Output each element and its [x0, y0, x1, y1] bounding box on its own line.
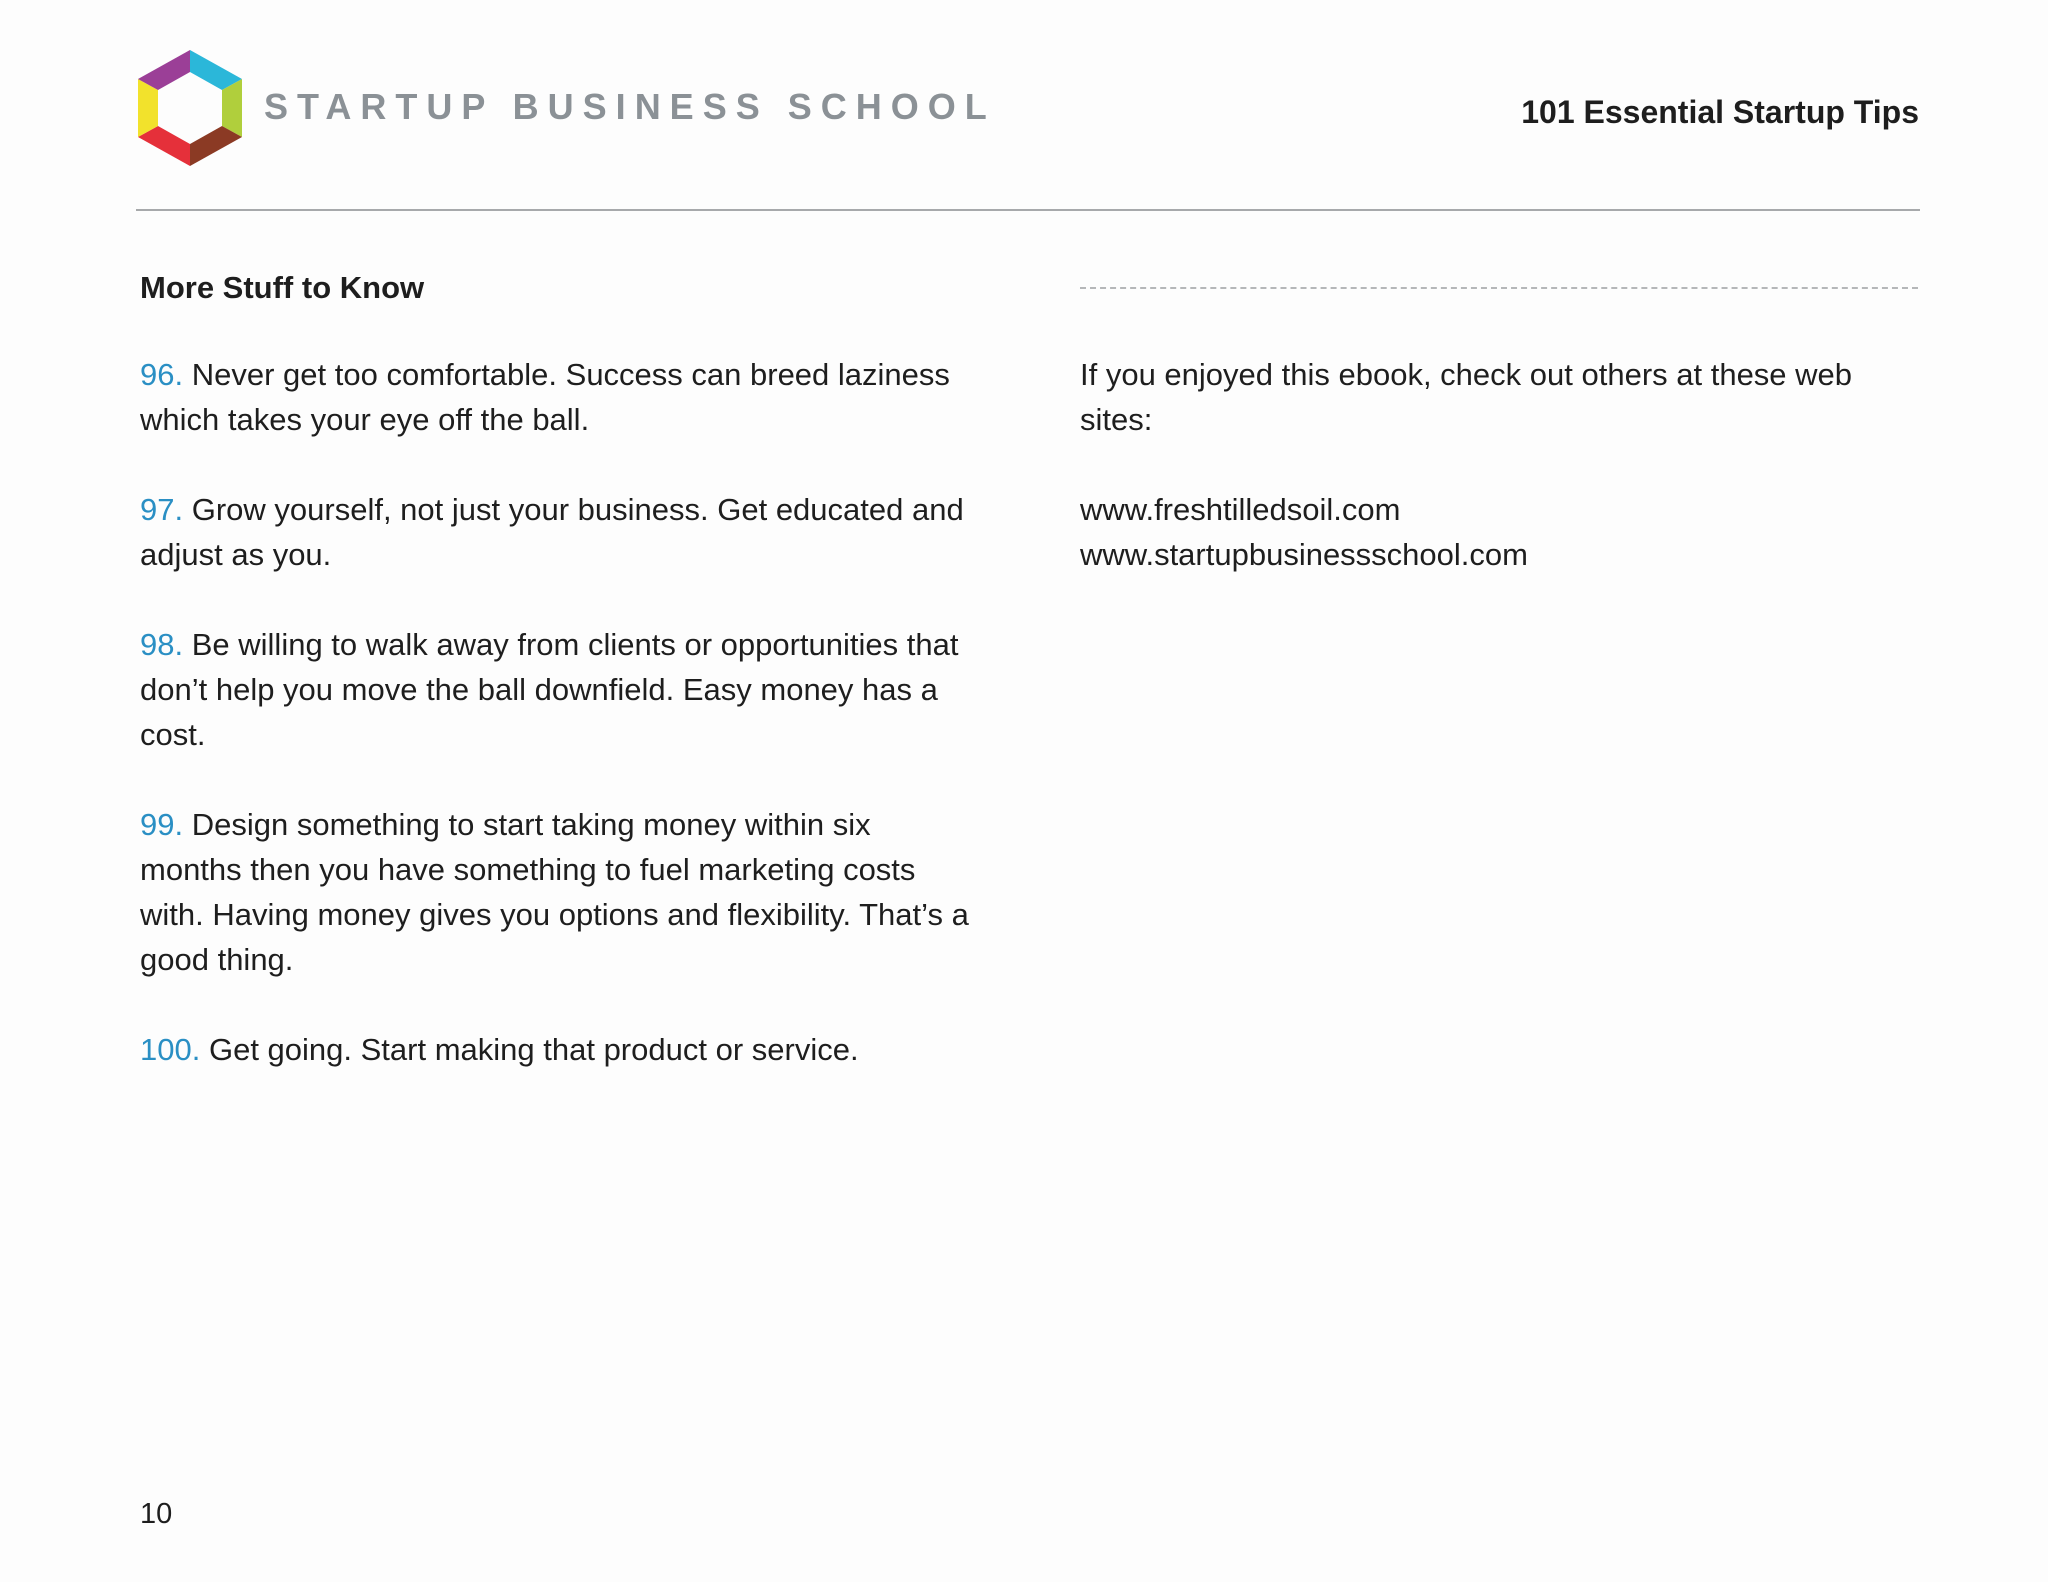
tips-list	[140, 352, 980, 1117]
dashed-divider	[1080, 287, 1918, 289]
tip-number: 100.	[140, 1032, 201, 1067]
page-number: 10	[140, 1498, 173, 1530]
hexagon-logo-icon	[138, 50, 242, 166]
section-title: More Stuff to Know	[140, 270, 425, 305]
tip-text: Never get too comfortable. Success can breed laziness which takes your eye off the ball.	[140, 357, 950, 437]
tip-text: Get going. Start making that product or service.	[208, 1032, 859, 1067]
tip-item	[140, 487, 980, 577]
tip-item	[140, 622, 980, 757]
related-ebooks	[1080, 352, 1920, 577]
brand-name: STARTUP BUSINESS SCHOOL	[264, 86, 996, 127]
tip-text: Grow yourself, not just your business. Get educated and adjust as you.	[140, 492, 964, 572]
tip-text: Be willing to walk away from clients or opportunities that don’t help you move the ball downfield. Easy money has a cost.	[140, 627, 959, 752]
tip-item	[140, 352, 980, 442]
tip-item	[140, 802, 980, 982]
tip-number: 99.	[140, 807, 184, 842]
header-divider	[136, 209, 1920, 211]
tip-text: Design something to start taking money within six months then you have something to fuel marketing costs with. Having money gives you options and flexibility. That’s a good thing.	[140, 807, 969, 977]
document-title: 101 Essential Startup Tips	[1521, 94, 1919, 130]
tip-item	[140, 1027, 980, 1072]
tip-number: 97.	[140, 492, 184, 527]
tip-number: 96.	[140, 357, 184, 392]
tip-number: 98.	[140, 627, 184, 662]
link-startupbusinessschool[interactable]: www.startupbusinessschool.com	[1080, 537, 1528, 572]
related-intro: If you enjoyed this ebook, check out others at these web sites:	[1080, 357, 1853, 437]
link-freshtilledsoil[interactable]: www.freshtilledsoil.com	[1080, 492, 1401, 527]
